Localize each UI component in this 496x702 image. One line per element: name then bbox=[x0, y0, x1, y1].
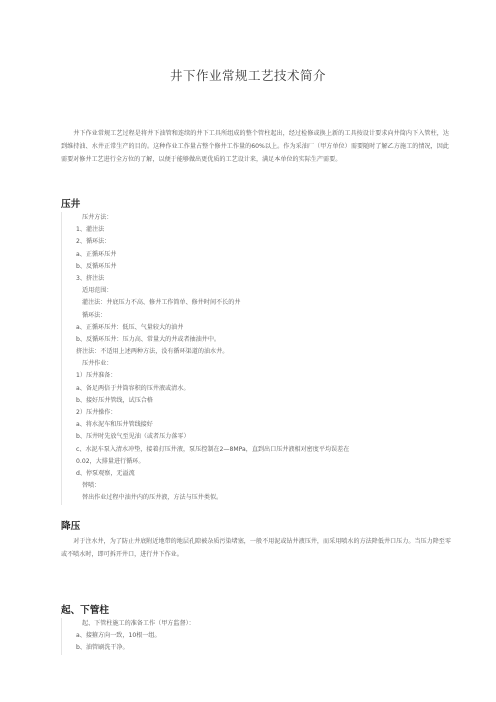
text-line: 起、下管柱施工的准备工作（甲方监督）： bbox=[82, 620, 195, 627]
heading-yajing: 压井 bbox=[61, 199, 81, 210]
text-line: b、接好压井管线，试压合格 bbox=[76, 396, 153, 404]
text-line: a、接箍方向一致，10根一组。 bbox=[76, 632, 161, 640]
section-qixia bbox=[61, 618, 456, 655]
text-line: 1、灌注法 bbox=[76, 226, 105, 234]
text-line: 循环法： bbox=[82, 311, 107, 319]
text-line: 2）压井操作： bbox=[76, 409, 117, 416]
text-line: 挤注法：不适用上述两种方法，没有循环渠道的油水井。 bbox=[76, 348, 229, 356]
text-line: b、反循环压井：压力高、常量大的井或者抽油井中。 bbox=[76, 335, 221, 343]
jiangya-paragraph: 对于注水井，为了防止井底附近地带的地层孔隙被杂质污染堵塞，一般不用泥或钻井液压井，而采用喷水的方法降低井口压力。当压力降至零或不喷水时，即可拆开井口，进行井下作业。 bbox=[61, 538, 451, 558]
text-line: c、水泥车泵入清水冲垫，接着打压井液，泵压控制在2—8MPa，直到出口压井液相对密度平均误差在 bbox=[76, 445, 350, 453]
heading-jiangya: 降压 bbox=[61, 521, 81, 532]
text-line: 0.02，大排量进行循环。 bbox=[76, 457, 145, 465]
text-line: 替喷： bbox=[82, 482, 101, 490]
text-line: b、反循环压井 bbox=[76, 262, 117, 270]
text-line: 1）压井准备： bbox=[76, 372, 117, 380]
text-line: 替出作业过程中油井内的压井液，方法与压井类似。 bbox=[82, 494, 223, 502]
text-line: a、正循环压井 bbox=[76, 250, 117, 258]
text-line: d、停泵观察，无溢流 bbox=[76, 469, 135, 477]
text-line: 2、循环法： bbox=[76, 238, 111, 246]
text-line: b、油管刷洗干净。 bbox=[76, 644, 129, 652]
text-line: a、备足两倍于井筒容积的压井液或清水。 bbox=[76, 384, 190, 392]
text-line: 灌注法：井底压力不高、修井工作简单、修井时间不长的井 bbox=[82, 299, 241, 307]
text-line: b、压井时先放气至见油（或者压力落零） bbox=[76, 433, 190, 441]
text-line: 压井方法： bbox=[82, 214, 113, 221]
page-title: 井下作业常规工艺技术简介 bbox=[169, 68, 326, 83]
text-line: 3、挤注法 bbox=[76, 274, 105, 282]
intro-paragraph: 井下作业常规工艺过程是将井下油管和连续的井下工具所组成的整个管柱起出，经过检修或换上新的工具按设计要求向井筒内下入管柱，达到维持油、水井正常生产的目的。这种作业工作量占整个修井工作量的60%以上。作为采油厂（甲方单位）需要随时了解乙方施工的情况，因此需要对修井工艺进行全方位的了解，以便于能够做出更优质的工艺设计来，满足本单位的实际生产需要。 bbox=[61, 130, 449, 163]
text-line: a、正循环压井：低压、气量较大的油井 bbox=[76, 323, 184, 331]
heading-qixia: 起、下管柱 bbox=[61, 605, 109, 616]
text-line: 适用范围： bbox=[82, 287, 113, 295]
section-yajing bbox=[61, 212, 456, 505]
text-line: 压井作业： bbox=[82, 360, 113, 368]
text-line: a、将水泥车和压井管线接好 bbox=[76, 421, 153, 429]
